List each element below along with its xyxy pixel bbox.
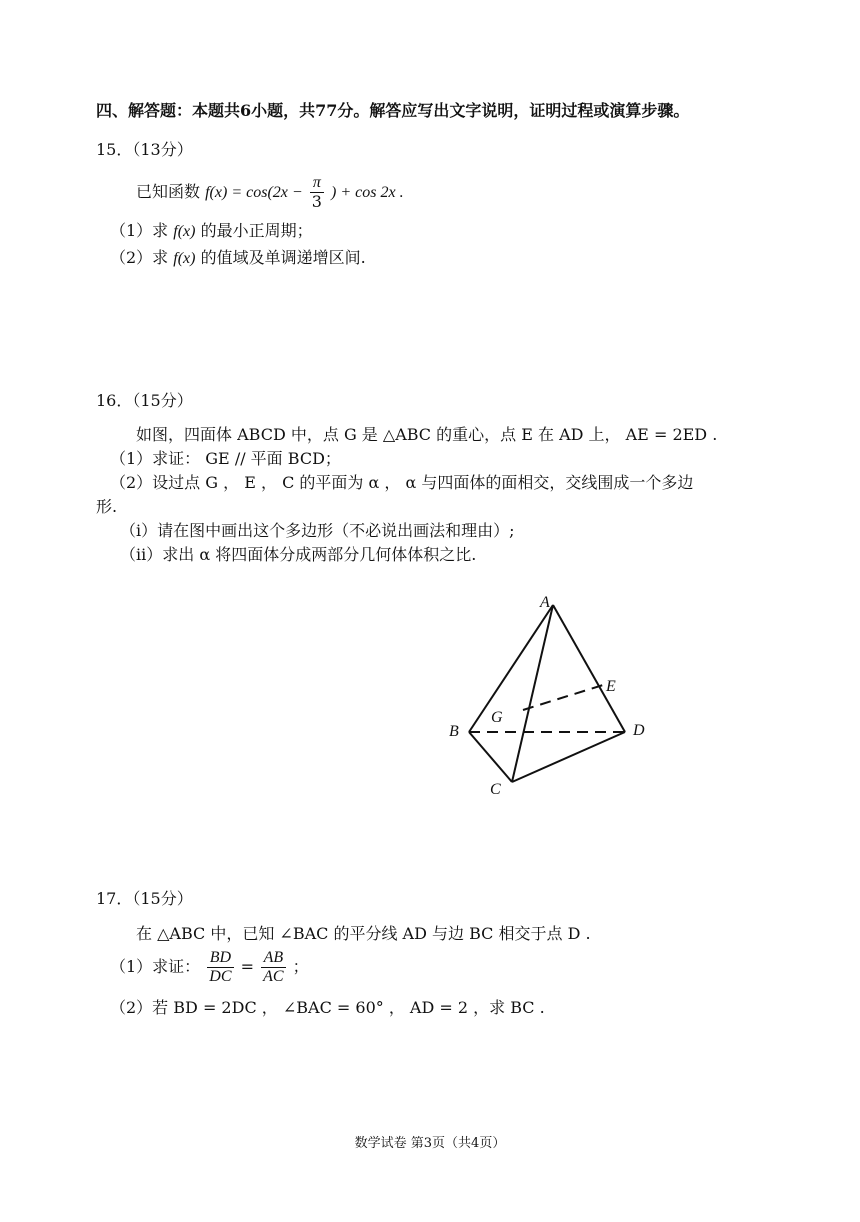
q17-part1-suffix: ； (292, 957, 309, 976)
q16-part2-i: （i）请在图中画出这个多边形（不必说出画法和理由）; (120, 521, 515, 540)
section-title: 四、解答题：本题共6小题，共77分。解答应写出文字说明，证明过程或演算步骤。 (96, 101, 690, 120)
q16-part2-ii: （ii）求出 α 将四面体分成两部分几何体体积之比. (120, 545, 477, 564)
edge-AB (469, 605, 553, 732)
label-C: C (490, 781, 501, 798)
q15-part2 (110, 245, 366, 268)
label-E: E (606, 678, 616, 695)
q17-frac1-den: DC (209, 968, 232, 985)
q17-part1 (110, 945, 309, 989)
q17-heading: 17．（15分） (96, 889, 193, 908)
edge-AD (553, 605, 625, 732)
q17-frac-ab-ac (261, 949, 285, 986)
q15-part1-suffix: 的最小正周期； (200, 221, 313, 240)
segment-GE (523, 685, 603, 710)
q16-heading: 16．（15分） (96, 391, 193, 410)
q15-intro (136, 170, 404, 214)
q15-part1-prefix: （1）求 (110, 221, 169, 240)
q16-part1: （1）求证： GE // 平面 BCD； (110, 449, 341, 468)
q17-statement: 在 △ABC 中，已知 ∠BAC 的平分线 AD 与边 BC 相交于点 D . (136, 924, 591, 943)
label-A: A (540, 594, 550, 611)
q16-part2: （2）设过点 G ， E ， C 的平面为 α ， α 与四面体的面相交，交线围成一个多边 (110, 473, 694, 492)
edge-BC (469, 732, 512, 782)
q15-part2-prefix: （2）求 (110, 248, 169, 267)
q15-intro-prefix: 已知函数 (136, 182, 201, 201)
q17-frac1-num: BD (207, 949, 233, 968)
edge-AC (512, 605, 553, 782)
q16-statement: 如图，四面体 ABCD 中，点 G 是 △ABC 的重心，点 E 在 AD 上， AE = 2ED . (136, 425, 718, 444)
q17-frac2-den: AC (263, 968, 284, 985)
tetrahedron-figure (440, 585, 660, 805)
q15-func-lhs: f(x) = cos(2x − (205, 184, 303, 201)
q17-frac2-num: AB (261, 949, 285, 968)
label-G: G (491, 709, 503, 726)
q17-equals: = (240, 957, 255, 976)
q15-part2-suffix: 的值域及单调递增区间. (200, 248, 366, 267)
q17-part1-prefix: （1）求证： (110, 957, 201, 976)
q15-part1-math: f(x) (173, 223, 196, 240)
page-footer: 数学试卷 第3页（共4页） (354, 1136, 506, 1151)
label-D: D (633, 722, 645, 739)
q15-pi-over-3 (310, 174, 324, 211)
q15-part1 (110, 218, 313, 241)
q15-heading: 15．（13分） (96, 140, 193, 159)
edge-CD (512, 732, 625, 782)
q15-frac-den: 3 (311, 192, 322, 211)
q16-part2-cont: 形. (96, 497, 118, 516)
q15-part2-math: f(x) (173, 250, 196, 267)
label-B: B (449, 723, 459, 740)
q15-func-rhs: ) + cos 2x . (331, 184, 404, 201)
q17-part2: （2）若 BD = 2DC ， ∠BAC = 60° ， AD = 2 ，求 BC . (110, 998, 545, 1017)
q17-frac-bd-dc (207, 949, 233, 986)
q15-frac-num: π (310, 174, 324, 193)
